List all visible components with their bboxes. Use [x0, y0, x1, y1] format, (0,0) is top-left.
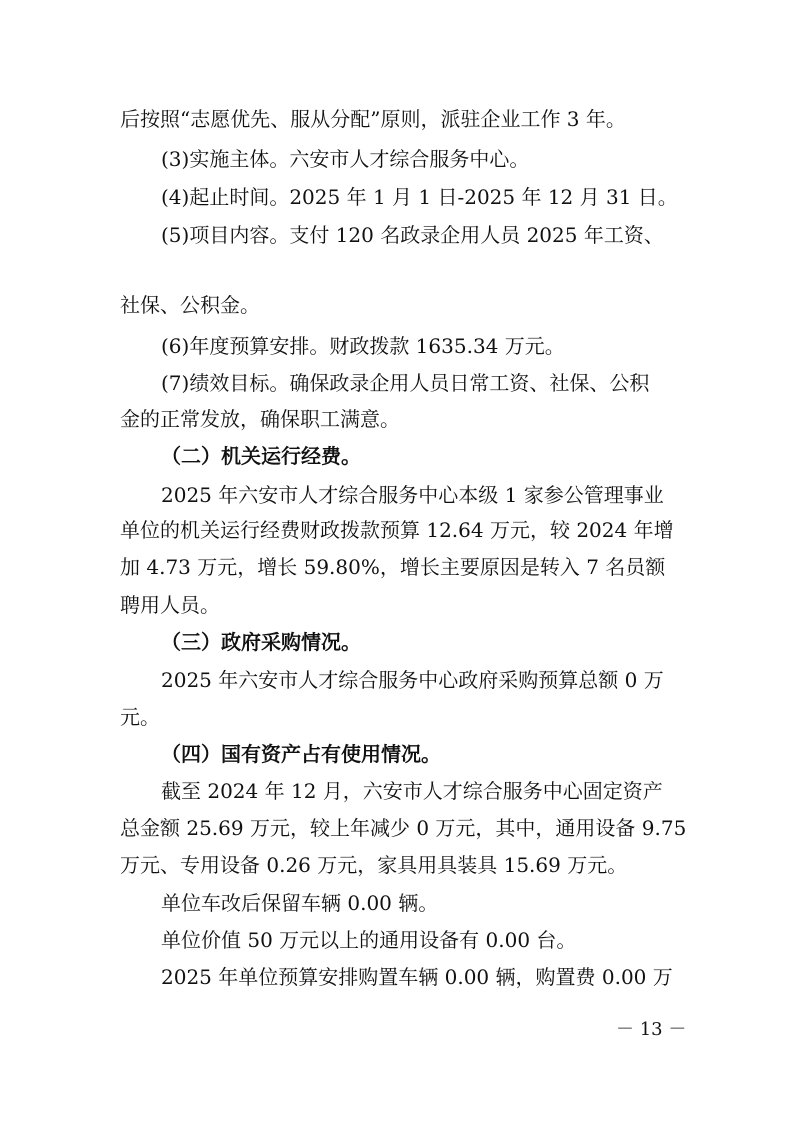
text-line-23: 2025 年单位预算安排购置车辆 0.00 辆，购置费 0.00 万 [161, 965, 673, 989]
text-line-12: 加 4.73 万元，增长 59.80%，增长主要原因是转入 7 名员额 [120, 555, 666, 579]
text-line-20: 万元、专用设备 0.26 万元，家具用具装具 15.69 万元。 [120, 853, 628, 877]
text-line-2: (3)实施主体。六安市人才综合服务中心。 [161, 147, 530, 171]
text-line-1: 后按照“志愿优先、服从分配”原则，派驻企业工作 3 年。 [120, 107, 626, 131]
text-line-13: 聘用人员。 [120, 593, 220, 617]
text-line-15: 2025 年六安市人才综合服务中心政府采购预算总额 0 万 [161, 668, 664, 692]
section-heading-2: （二）机关运行经费。 [161, 444, 361, 468]
text-line-10: 2025 年六安市人才综合服务中心本级 1 家参公管理事业 [161, 483, 664, 507]
section-heading-4: （四）国有资产占有使用情况。 [161, 742, 441, 766]
text-line-8: 金的正常发放，确保职工满意。 [120, 407, 400, 431]
text-line-7: (7)绩效目标。确保政录企用人员日常工资、社保、公积 [161, 371, 650, 395]
text-line-11: 单位的机关运行经费财政拨款预算 12.64 万元，较 2024 年增 [120, 518, 674, 542]
text-line-19: 总金额 25.69 万元，较上年减少 0 万元，其中，通用设备 9.75 [120, 816, 687, 840]
text-line-22: 单位价值 50 万元以上的通用设备有 0.00 台。 [161, 928, 577, 952]
text-line-16: 元。 [120, 705, 160, 729]
text-line-6: (6)年度预算安排。财政拨款 1635.34 万元。 [161, 334, 565, 358]
section-heading-3: （三）政府采购情况。 [161, 630, 361, 654]
text-line-4: (5)项目内容。支付 120 名政录企用人员 2025 年工资、 [161, 223, 664, 247]
text-line-18: 截至 2024 年 12 月，六安市人才综合服务中心固定资产 [161, 779, 663, 803]
page-number: － 13 － [616, 1019, 687, 1040]
text-line-21: 单位车改后保留车辆 0.00 辆。 [161, 891, 439, 915]
text-line-5: 社保、公积金。 [120, 293, 260, 317]
text-line-3: (4)起止时间。2025 年 1 月 1 日-2025 年 12 月 31 日。 [161, 185, 678, 209]
